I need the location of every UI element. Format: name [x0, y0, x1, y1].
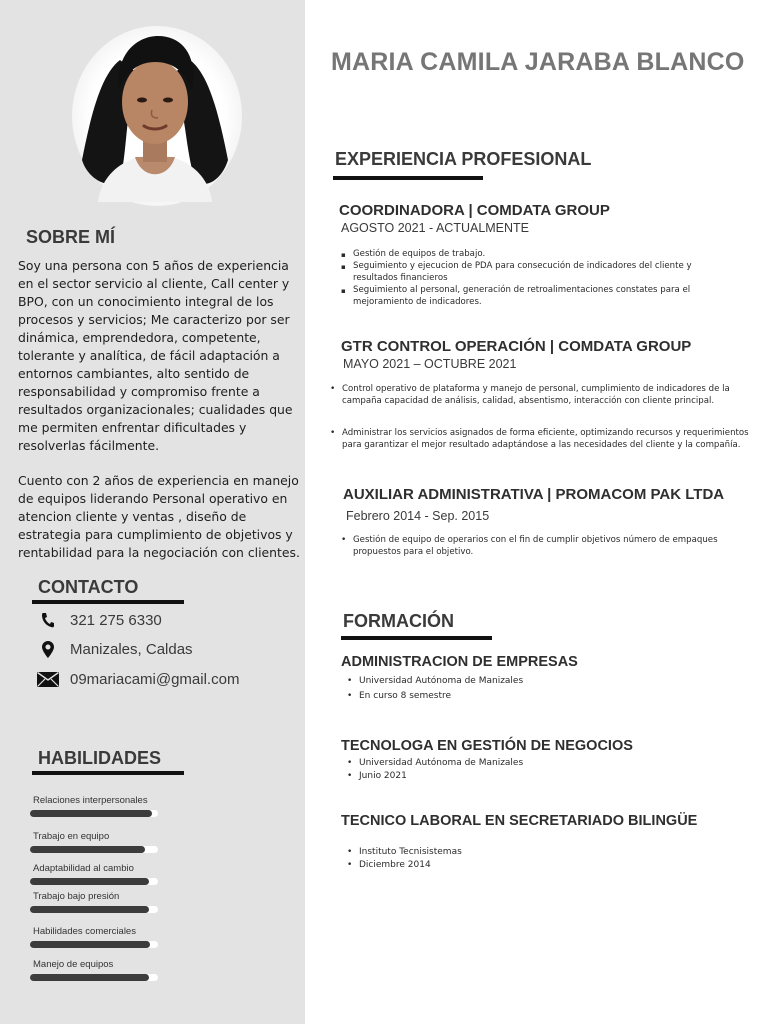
education-detail: • Instituto Tecnisistemas [345, 846, 645, 859]
contact-email [36, 669, 239, 689]
skills-title: HABILIDADES [38, 748, 162, 768]
education-degree: TECNICO LABORAL EN SECRETARIADO BILINGÜE [341, 813, 698, 829]
job-title: COORDINADORA | COMDATA GROUP [339, 202, 610, 219]
skill-item [30, 795, 160, 817]
job-title: AUXILIAR ADMINISTRATIVA | PROMACOM PAK LTDA [343, 486, 725, 503]
education-detail: • Universidad Autónoma de Manizales [345, 674, 645, 689]
contact-title: CONTACTO [38, 577, 139, 597]
skill-bar-fill [30, 941, 150, 948]
skill-bar-fill [30, 846, 145, 853]
skill-item [30, 863, 160, 885]
job-bullet: • Control operativo de plataforma y manejo de personal, cumplimiento de indicadores de la campaña capacidad de análisis, calidad, absentismo, interacción con cliente principal. [328, 383, 756, 407]
job-bullet: • Gestión de equipo de operarios con el fin de cumplir objetivos número de empaques propuestos para el objetivo. [339, 534, 739, 558]
education-details [345, 674, 645, 704]
education-details [345, 757, 645, 783]
education-detail: • Diciembre 2014 [345, 859, 645, 872]
job-date: MAYO 2021 – OCTUBRE 2021 [343, 357, 517, 371]
skill-bar-track [30, 810, 158, 817]
email-link[interactable]: 09mariacami@gmail.com [70, 670, 240, 688]
education-details [345, 846, 645, 872]
skill-bar-fill [30, 906, 149, 913]
skill-label: Trabajo en equipo [33, 831, 110, 842]
skill-item [30, 926, 160, 948]
skill-bar-fill [30, 810, 152, 817]
job-bullet: ▪ Seguimiento y ejecucion de PDA para consecución de indicadores del cliente y resultados financieros [339, 260, 729, 284]
skill-bar-track [30, 846, 158, 853]
job-bullet: • Administrar los servicios asignados de forma eficiente, optimizando recursos y requerimientos para garantizar el mejor resultado adaptándose a las necesidades del cliente y la compañía. [328, 427, 756, 451]
education-detail: • En curso 8 semestre [345, 689, 645, 704]
location-pin-icon [36, 639, 60, 659]
job-bullets [328, 383, 756, 451]
skill-bar-track [30, 941, 158, 948]
envelope-icon [36, 669, 60, 689]
experience-title-underline [333, 176, 483, 180]
skill-item [30, 831, 160, 853]
skill-label: Relaciones interpersonales [33, 795, 148, 806]
about-paragraph-1: Soy una persona con 5 años de experiencia en el sector servicio al cliente, Call center y BPO, con un conocimiento integral de los procesos y servicios; Me caracterizo por ser dinámica, emprendedora, competente, tolerante y analítica, de fácil adaptación a entornos cambiantes, alto sentido de responsabilidad y compromiso frente a resultados organizacionales; cualidades que me permiten enfrentar dificultades y resolverlas fácilmente. [18, 258, 293, 453]
skill-item [30, 959, 160, 981]
education-detail: • Universidad Autónoma de Manizales [345, 757, 645, 770]
skill-bar-track [30, 878, 158, 885]
skill-label: Manejo de equipos [33, 959, 114, 970]
skill-label: Trabajo bajo presión [33, 891, 120, 902]
contact-phone [36, 610, 162, 630]
phone-icon [36, 610, 60, 630]
education-title-underline [341, 636, 492, 640]
experience-title: EXPERIENCIA PROFESIONAL [335, 149, 592, 169]
job-title: GTR CONTROL OPERACIÓN | COMDATA GROUP [341, 338, 692, 355]
job-bullet: ▪ Gestión de equipos de trabajo. [339, 248, 729, 260]
about-title: SOBRE MÍ [26, 227, 116, 247]
job-bullets [339, 248, 729, 308]
contact-title-underline [32, 600, 184, 604]
skill-bar-track [30, 974, 158, 981]
skill-bar-fill [30, 974, 149, 981]
location-text: Manizales, Caldas [70, 640, 193, 658]
education-degree: TECNOLOGA EN GESTIÓN DE NEGOCIOS [341, 738, 633, 754]
about-paragraph-2: Cuento con 2 años de experiencia en manejo de equipos liderando Personal operativo en atencion cliente y ventas , diseño de estrategia para cumplimiento de objetivos y rentabilidad para la negociación con clientes. [18, 473, 300, 560]
education-degree: ADMINISTRACION DE EMPRESAS [341, 654, 578, 670]
job-bullets [339, 534, 739, 558]
phone-number: 321 275 6330 [70, 611, 162, 629]
education-detail: • Junio 2021 [345, 770, 645, 783]
job-date: Febrero 2014 - Sep. 2015 [346, 509, 490, 523]
contact-location [36, 639, 193, 659]
profile-photo [80, 30, 230, 202]
job-bullet: ▪ Seguimiento al personal, generación de retroalimentaciones constates para el mejoramiento de indicadores. [339, 284, 729, 308]
skills-title-underline [32, 771, 184, 775]
skill-item [30, 891, 160, 913]
job-date: AGOSTO 2021 - ACTUALMENTE [341, 221, 530, 235]
skill-bar-track [30, 906, 158, 913]
skill-bar-fill [30, 878, 149, 885]
education-title: FORMACIÓN [343, 611, 454, 631]
candidate-name: MARIA CAMILA JARABA BLANCO [331, 48, 745, 76]
skill-label: Habilidades comerciales [33, 926, 136, 937]
skill-label: Adaptabilidad al cambio [33, 863, 134, 874]
